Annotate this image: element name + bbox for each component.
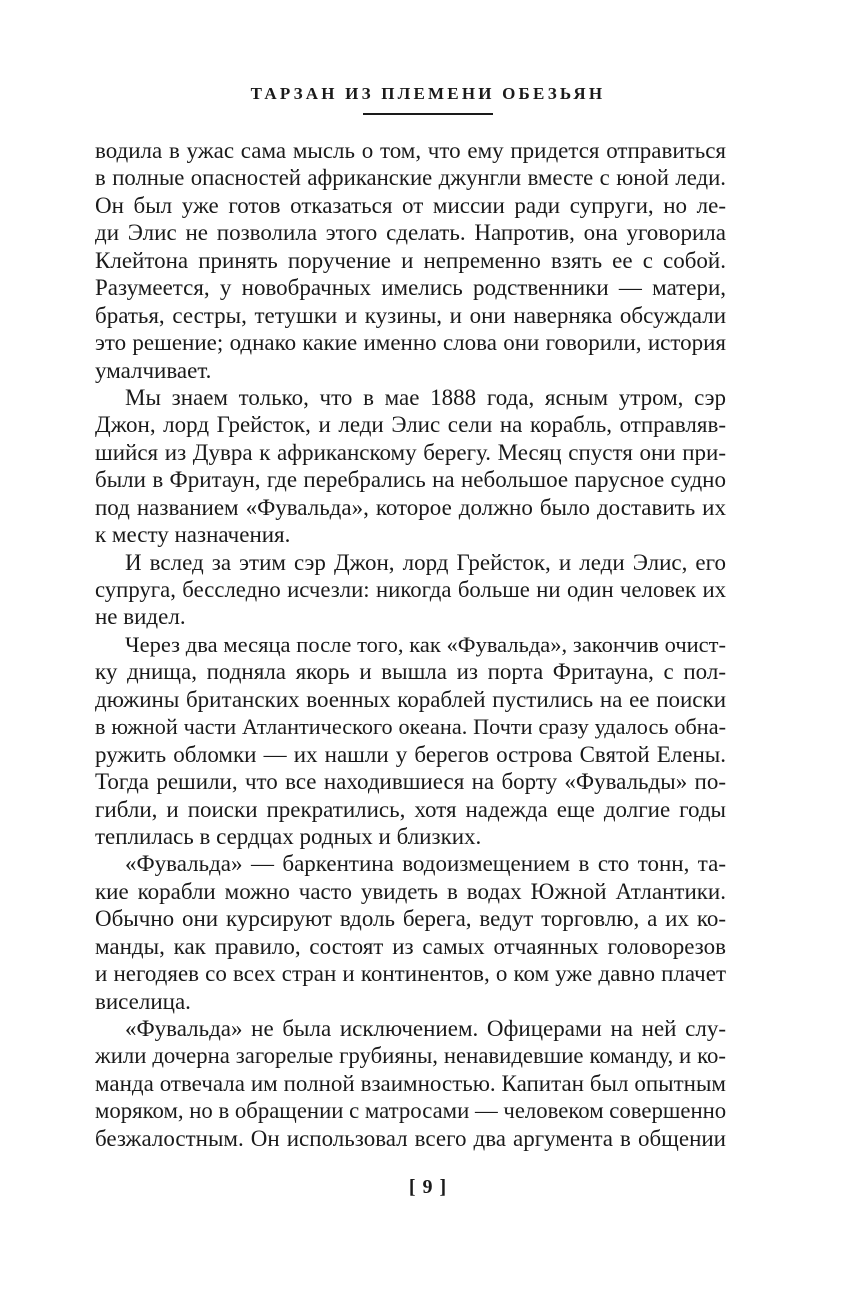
text-line: к месту назначения. bbox=[95, 522, 291, 548]
text-line: умалчивает. bbox=[95, 357, 212, 383]
text-line: Обычно они курсируют вдоль берега, ведут торговлю, а их ко- bbox=[95, 906, 726, 932]
text-line: в южной части Атлантического океана. Почти сразу удалось обна- bbox=[95, 714, 726, 740]
text-line: «Фувальда» не была исключением. Офицерами на ней слу- bbox=[125, 1016, 726, 1041]
paragraph bbox=[95, 631, 726, 851]
paragraph bbox=[95, 384, 726, 549]
text-line: Он был уже готов отказаться от миссии ради супруги, но ле- bbox=[95, 192, 726, 218]
text-line: Разумеется, у новобрачных имелись родственники — матери, bbox=[95, 275, 726, 301]
running-head-rule bbox=[363, 113, 493, 115]
running-head-title: ТАРЗАН ИЗ ПЛЕМЕНИ ОБЕЗЬЯН bbox=[250, 84, 606, 103]
text-line: Через два месяца после того, как «Фувальда», закончив очист- bbox=[125, 631, 726, 657]
text-line: дюжины британских военных кораблей пустились на ее поиски bbox=[95, 686, 726, 712]
paragraph bbox=[95, 850, 726, 1015]
text-line: в полные опасностей африканские джунгли вместе с юной леди. bbox=[95, 165, 726, 191]
text-line: Клейтона принять поручение и непременно взять ее с собой. bbox=[95, 247, 726, 273]
text-line: ружить обломки — их нашли у берегов острова Святой Елены. bbox=[95, 741, 726, 767]
text-line: Джон, лорд Грейсток, и леди Элис сели на корабль, отправляв- bbox=[95, 412, 726, 438]
paragraph bbox=[95, 549, 726, 631]
text-line: манды, как правило, состоят из самых отчаянных головорезов bbox=[95, 933, 726, 959]
text-line: супруга, бесследно исчезли: никогда больше ни один человек их bbox=[95, 577, 726, 602]
text-line: были в Фритаун, где перебрались на небольшое парусное судно bbox=[95, 467, 726, 493]
text-line: манда отвечала им полной взаимностью. Капитан был опытным bbox=[95, 1070, 726, 1096]
text-line: это решение; однако какие именно слова они говорили, история bbox=[95, 330, 726, 356]
text-line: и негодяев со всех стран и континентов, о ком уже давно плачет bbox=[95, 961, 726, 987]
text-line: теплилась в сердцах родных и близких. bbox=[95, 823, 482, 849]
text-line: водила в ужас сама мысль о том, что ему придется отправиться bbox=[95, 138, 726, 163]
paragraph bbox=[95, 1015, 726, 1152]
text-line: гибли, и поиски прекратились, хотя надежда еще долгие годы bbox=[95, 796, 726, 822]
text-line: И вслед за этим сэр Джон, лорд Грейсток, и леди Элис, его bbox=[125, 549, 726, 575]
page-number: [ 9 ] bbox=[408, 1176, 448, 1198]
text-line: шийся из Дувра к африканскому берегу. Месяц спустя они при- bbox=[95, 439, 726, 465]
text-line: ди Элис не позволила этого сделать. Напротив, она уговорила bbox=[95, 220, 726, 246]
paragraph bbox=[95, 137, 726, 384]
text-line: Тогда решили, что все находившиеся на борту «Фувальды» по- bbox=[95, 769, 726, 795]
text-line: виселица. bbox=[95, 988, 191, 1014]
text-line: безжалостным. Он использовал всего два аргумента в общении bbox=[95, 1125, 726, 1151]
text-line: «Фувальда» — баркентина водоизмещением в сто тонн, та- bbox=[125, 851, 726, 877]
text-line: жили дочерна загорелые грубияны, ненавидевшие команду, и ко- bbox=[95, 1043, 726, 1069]
text-line: под названием «Фувальда», которое должно было доставить их bbox=[95, 494, 726, 520]
text-line: братья, сестры, тетушки и кузины, и они наверняка обсуждали bbox=[95, 302, 726, 328]
text-line: Мы знаем только, что в мае 1888 года, ясным утром, сэр bbox=[125, 384, 726, 410]
text-line: кие корабли можно часто увидеть в водах Южной Атлантики. bbox=[95, 878, 726, 904]
text-line: моряком, но в обращении с матросами — человеком совершенно bbox=[95, 1098, 727, 1124]
body-text bbox=[95, 137, 726, 1152]
text-line: не видел. bbox=[95, 604, 186, 630]
text-line: ку днища, подняла якорь и вышла из порта Фритауна, с пол- bbox=[95, 659, 726, 685]
